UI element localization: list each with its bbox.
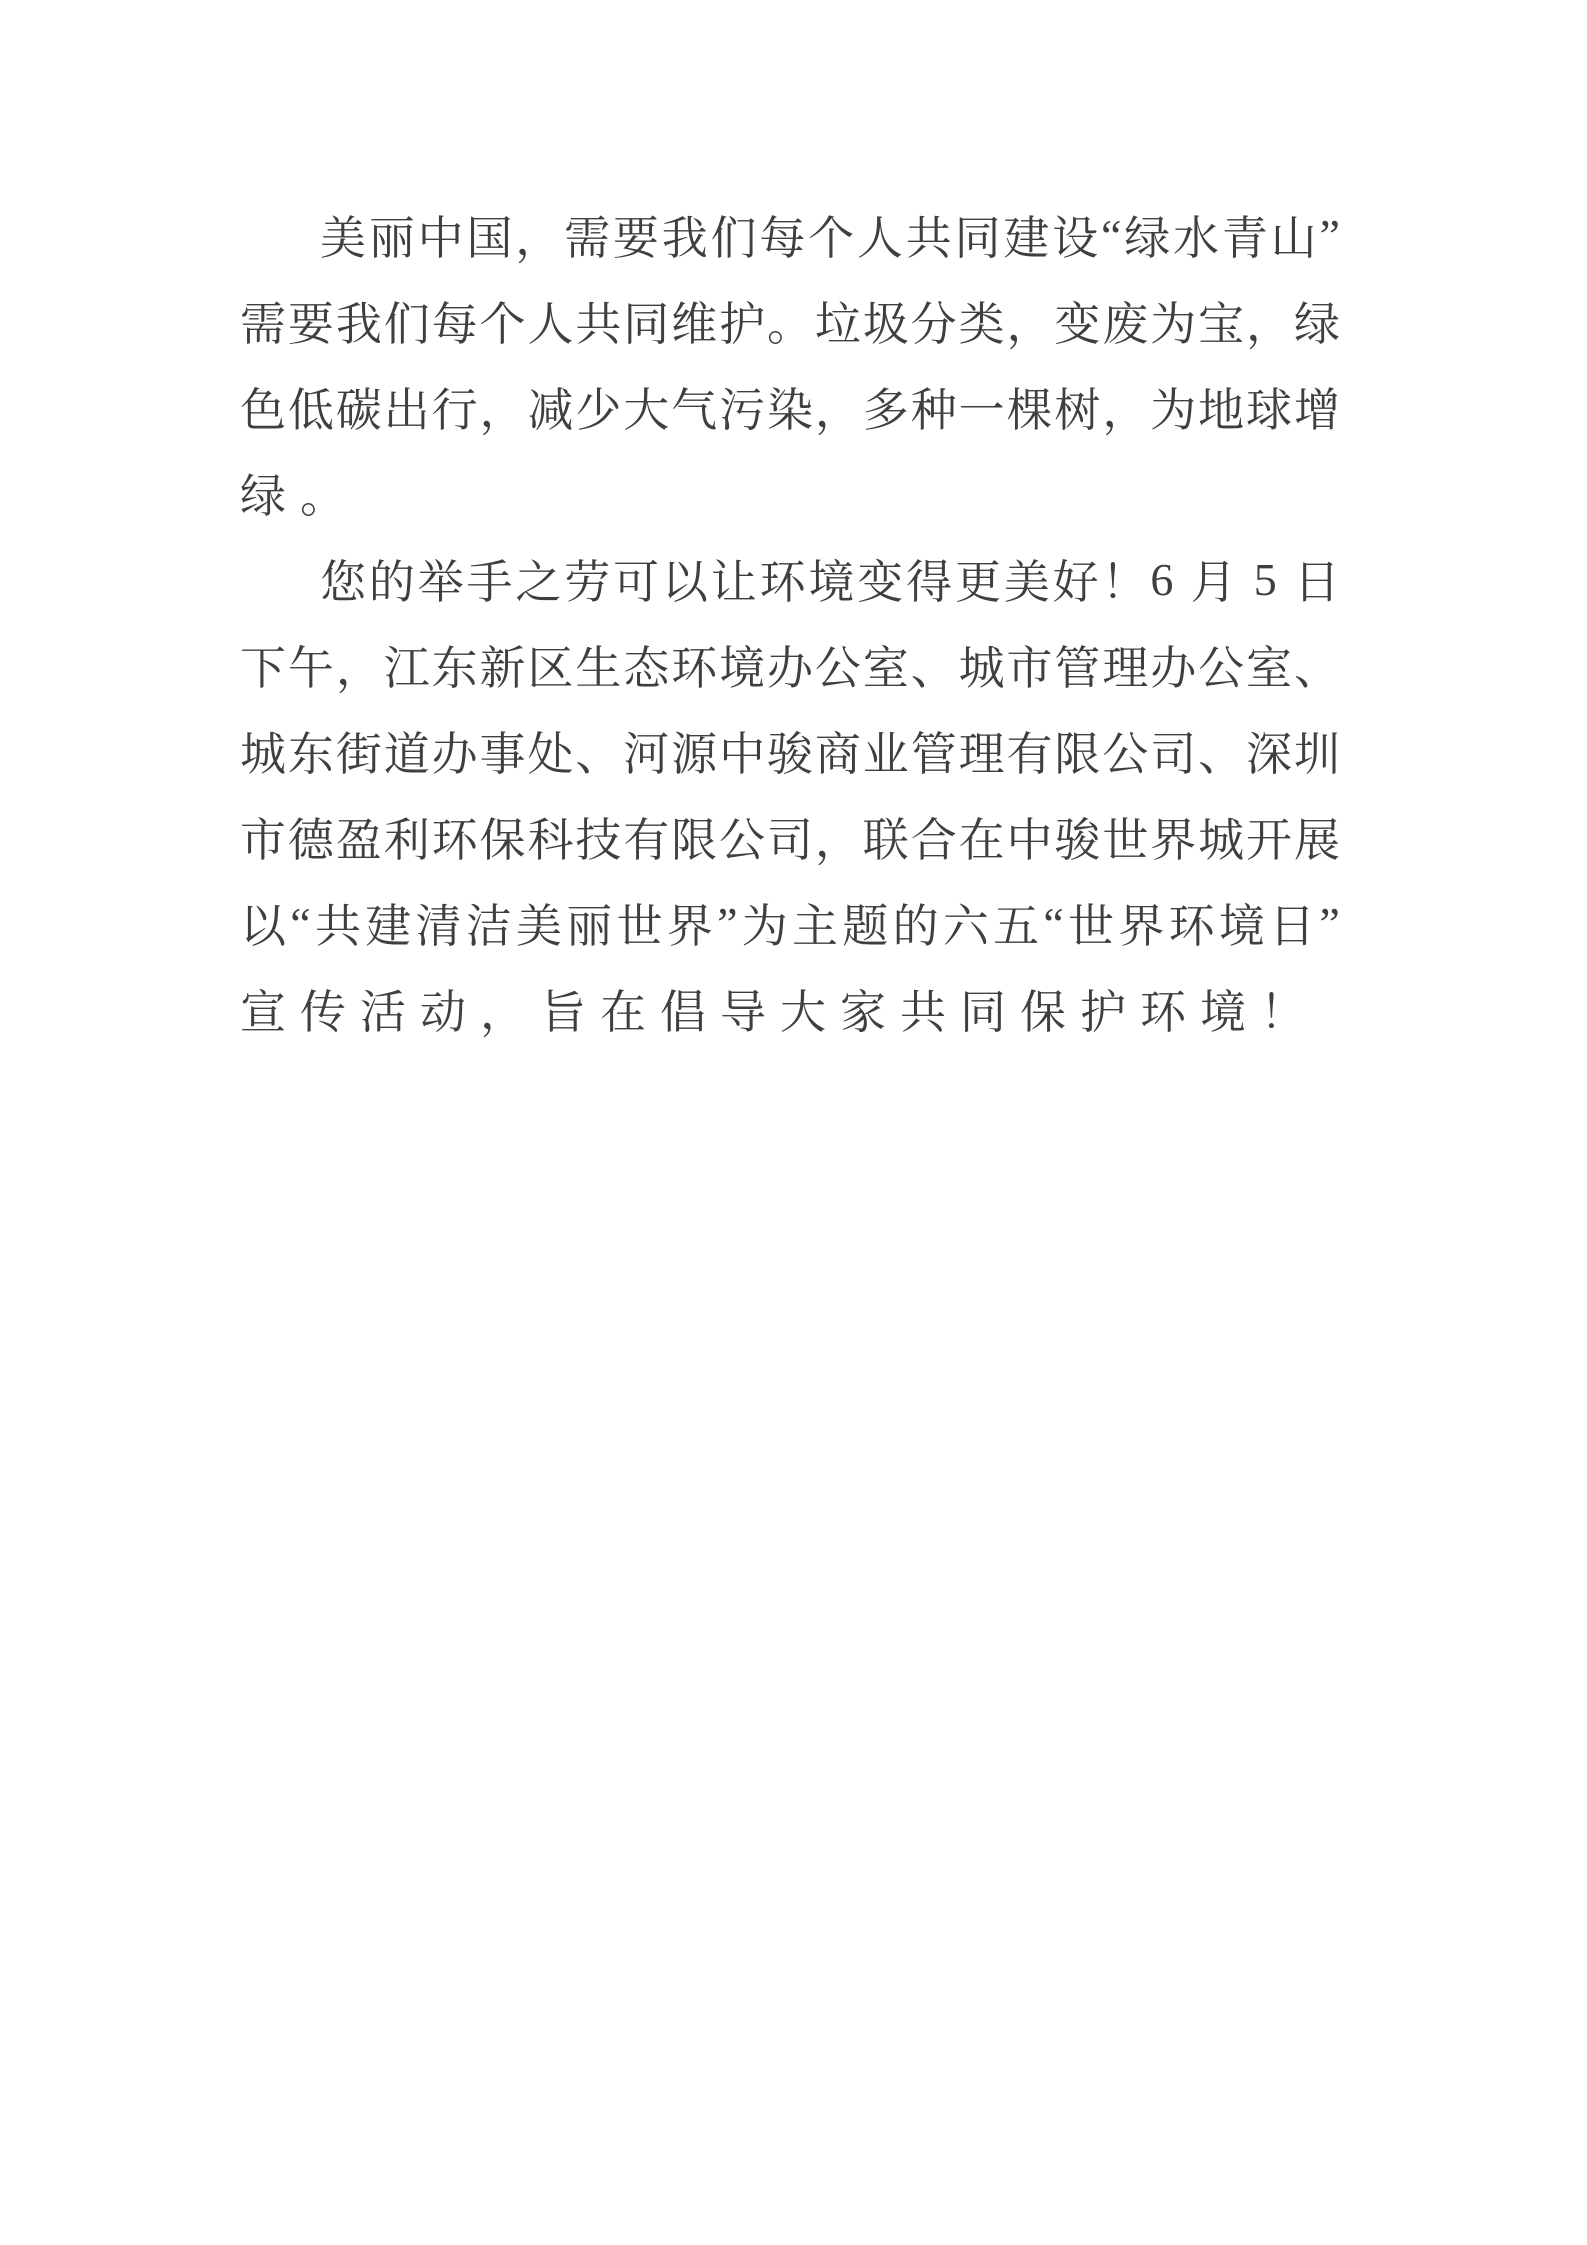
paragraph-line: 色 低 碳 出 行 ， 减 少 大 气 污 染 ， 多 种 一 棵 树 ， 为 地 球 增: [240, 385, 1340, 436]
paragraph-line: 城 东 街 道 办 事 处 、 河 源 中 骏 商 业 管 理 有 限 公 司 、 深 圳: [240, 729, 1340, 780]
paragraph-line: 绿 。: [240, 471, 346, 522]
paragraph-environment-day-event: [240, 536, 1340, 1052]
paragraph-line: 下 午 ， 江 东 新 区 生 态 环 境 办 公 室 、 城 市 管 理 办 公 室 、: [240, 643, 1340, 694]
paragraph-beautiful-china: [240, 192, 1340, 536]
paragraph-line: 市 德 盈 利 环 保 科 技 有 限 公 司 ， 联 合 在 中 骏 世 界 城 开 展: [240, 815, 1340, 866]
paragraph-line: 需 要 我 们 每 个 人 共 同 维 护 。 垃 圾 分 类 ， 变 废 为 宝 ， 绿: [240, 299, 1340, 350]
paragraph-line: 以 “ 共 建 清 洁 美 丽 世 界 ” 为 主 题 的 六 五 “ 世 界 环 境 日 ”: [240, 897, 1340, 952]
paragraph-line: 宣 传 活 动 ， 旨 在 倡 导 大 家 共 同 保 护 环 境 ！: [240, 987, 1306, 1038]
paragraph-line: 美 丽 中 国 ， 需 要 我 们 每 个 人 共 同 建 设 “ 绿 水 青 山 ”: [320, 209, 1340, 264]
paragraph-line: 您 的 举 手 之 劳 可 以 让 环 境 变 得 更 美 好 ！ 6 月 5 日: [320, 553, 1340, 608]
